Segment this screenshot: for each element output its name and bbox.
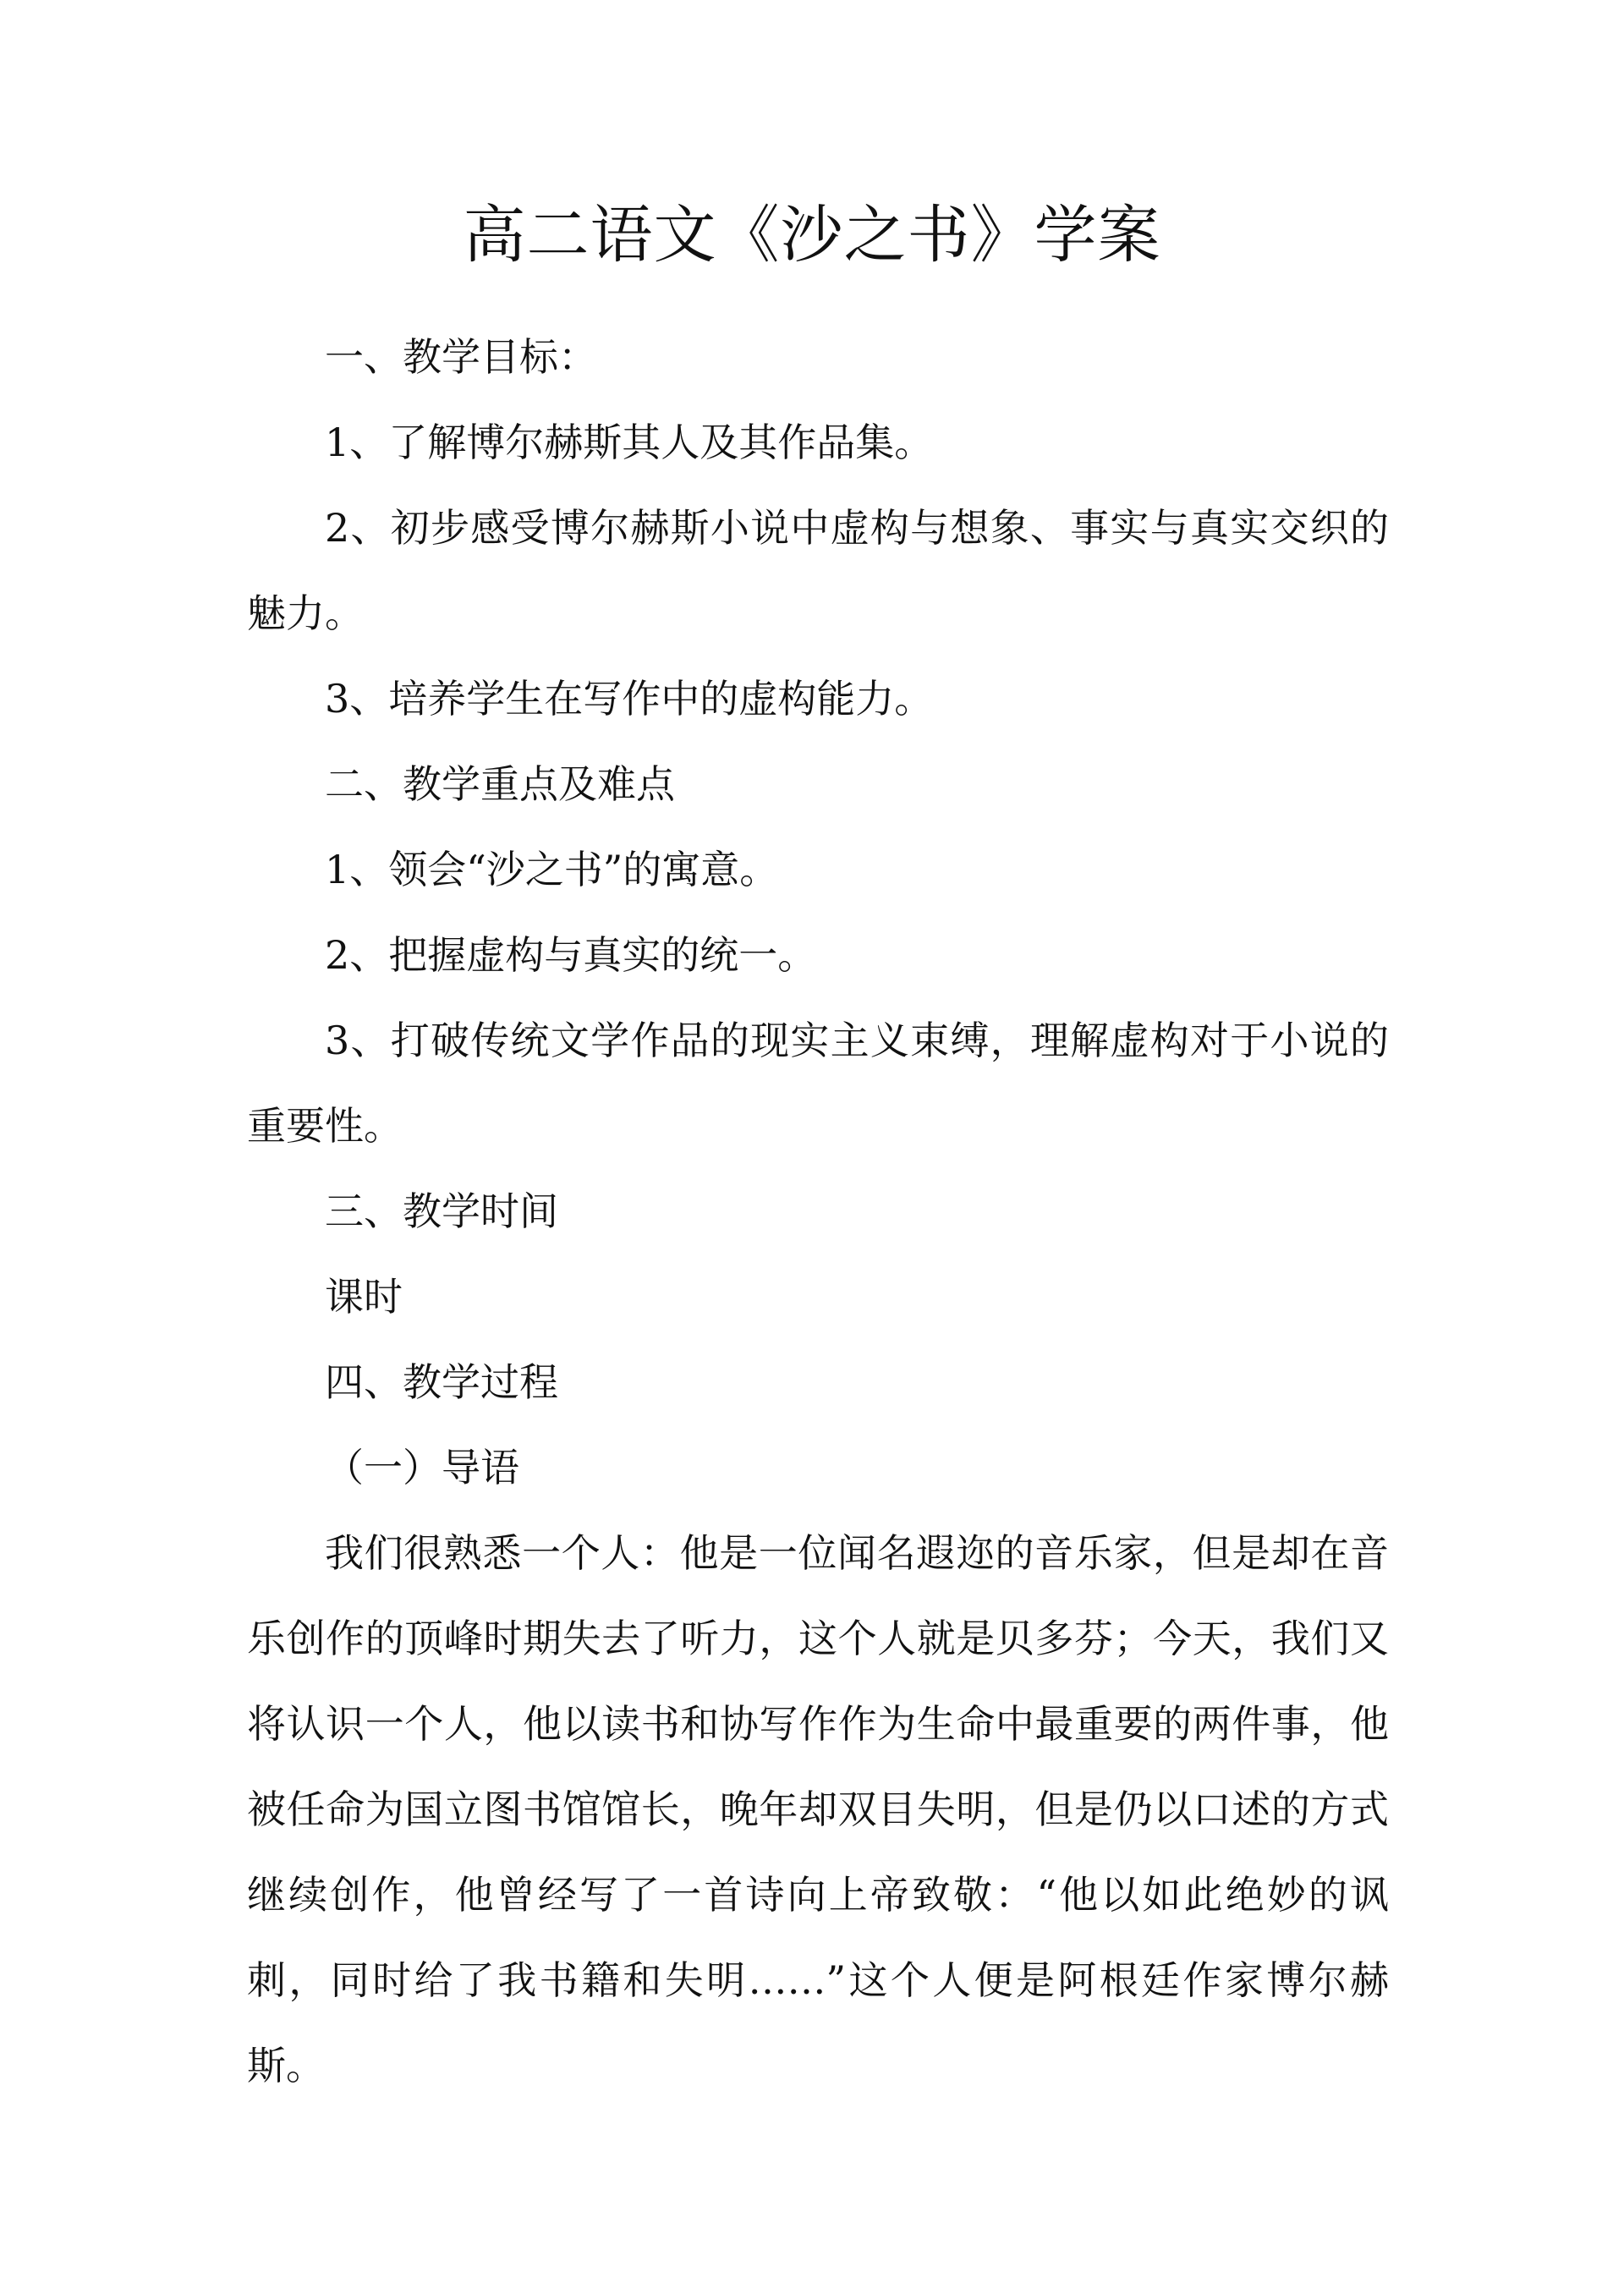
key-point-item-1: 1、领会“沙之书”的寓意。 [325, 847, 779, 892]
introduction-paragraph: 我们很熟悉一个人：他是一位闻名遐迩的音乐家，但是却在音乐创作的顶峰时期失去了听力，这个人就是贝多芬；今天，我们又将认识一个人，他以读书和协写作作为生命中最重要的两件事，他被任命为国立图书馆馆长，晚年却双目失明，但是仍以口述的方式继续创作，他曾经写了一首诗向上帝致敬：“他以如此绝妙的讽刺，同时给了我书籍和失明……”这个人便是阿根廷作家博尔赫斯。 [247, 1530, 1389, 2088]
objective-item-1: 1、了解博尔赫斯其人及其作品集。 [325, 420, 934, 465]
key-point-item-3: 3、打破传统文学作品的现实主义束缚，理解虚构对于小说的重要性。 [247, 1018, 1389, 1149]
document-body [247, 315, 1389, 2109]
section-heading-process: 四、教学过程 [325, 1359, 558, 1405]
section-heading-objectives: 一、教学目标： [325, 334, 597, 380]
document-title: 高二语文《沙之书》学案 [463, 199, 1161, 272]
subsection-heading-introduction: （一）导语 [325, 1445, 519, 1490]
section-heading-key-points: 二、教学重点及难点 [325, 761, 675, 807]
time-value: 课时 [325, 1274, 403, 1320]
objective-item-3: 3、培养学生在写作中的虚构能力。 [325, 676, 934, 722]
objective-item-2: 2、初步感受博尔赫斯小说中虚构与想象、事实与真实交织的魅力。 [247, 505, 1389, 636]
key-point-item-2: 2、把握虚构与真实的统一。 [325, 932, 817, 978]
section-heading-time: 三、教学时间 [325, 1188, 558, 1234]
